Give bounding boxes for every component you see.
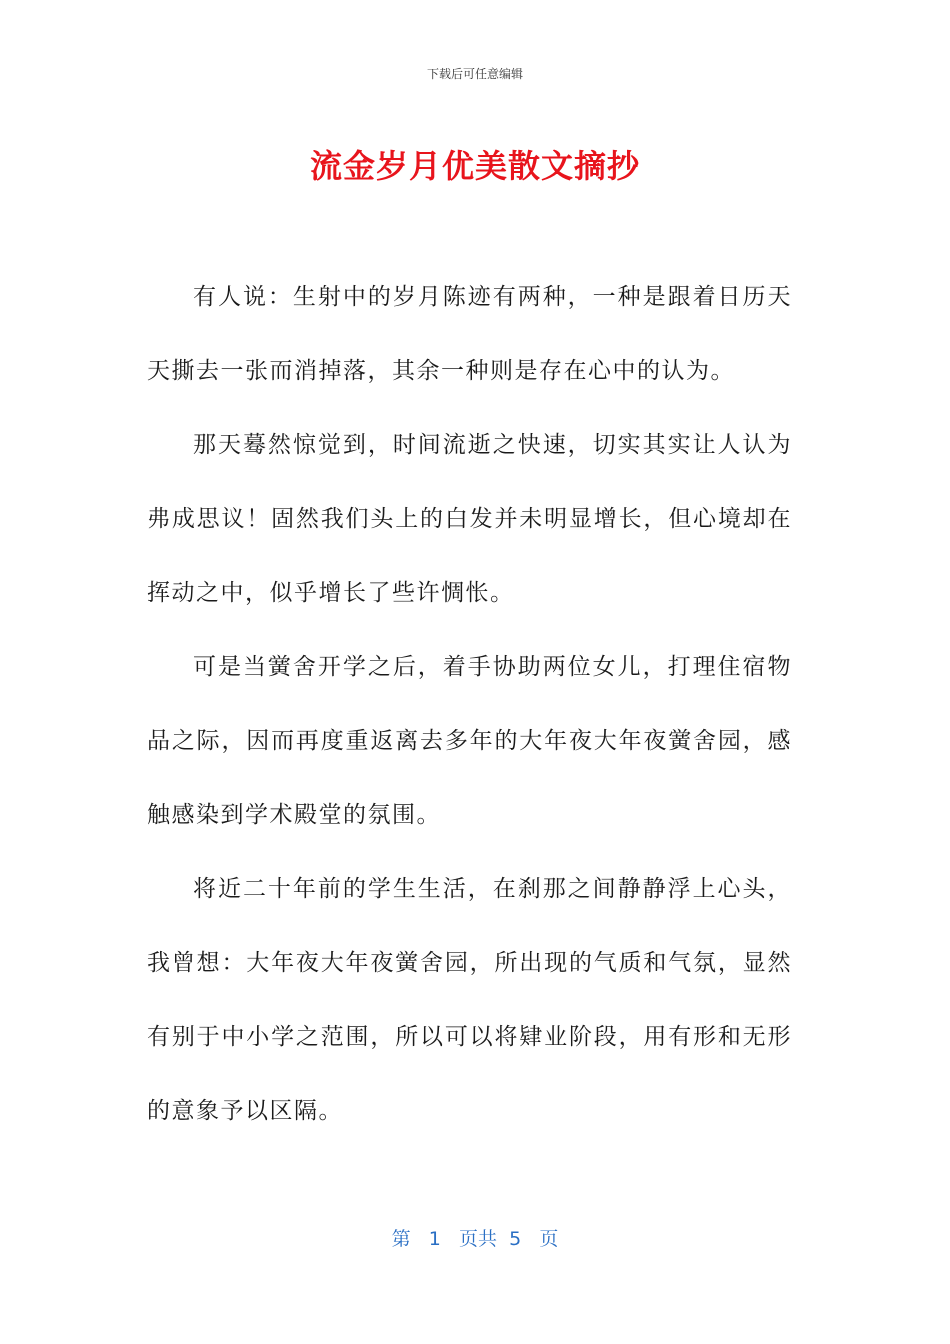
paragraph-3: 可是当黉舍开学之后，着手协助两位女儿，打理住宿物品之际，因而再度重返离去多年的大年夜大年夜黉舍园，感触感染到学术殿堂的氛围。 (147, 654, 792, 828)
paragraph-4: 将近二十年前的学生生活，在刹那之间静静浮上心头，我曾想：大年夜大年夜黉舍园，所出现的气质和气氛，显然有别于中小学之范围，所以可以将肄业阶段，用有形和无形的意象予以区隔。 (147, 876, 792, 1124)
total-pages-number: 5 (509, 1228, 522, 1250)
page-label-mid: 页共 (459, 1228, 498, 1250)
paragraph-2: 那天蓦然惊觉到，时间流逝之快速，切实其实让人认为弗成思议！固然我们头上的白发并未明显增长，但心境却在挥动之中，似乎增长了些许惆怅。 (147, 432, 792, 606)
page-label-suffix: 页 (539, 1228, 559, 1250)
paragraph-1: 有人说：生射中的岁月陈迹有两种，一种是跟着日历天天撕去一张而消掉落，其余一种则是存在心中的认为。 (147, 284, 792, 384)
document-title: 流金岁月优美散文摘抄 (309, 147, 640, 185)
page-footer (0, 1226, 950, 1252)
document-body (147, 260, 792, 1148)
page-label-prefix: 第 (391, 1228, 411, 1250)
current-page-number: 1 (428, 1228, 441, 1250)
header-note: 下载后可任意编辑 (426, 67, 523, 81)
